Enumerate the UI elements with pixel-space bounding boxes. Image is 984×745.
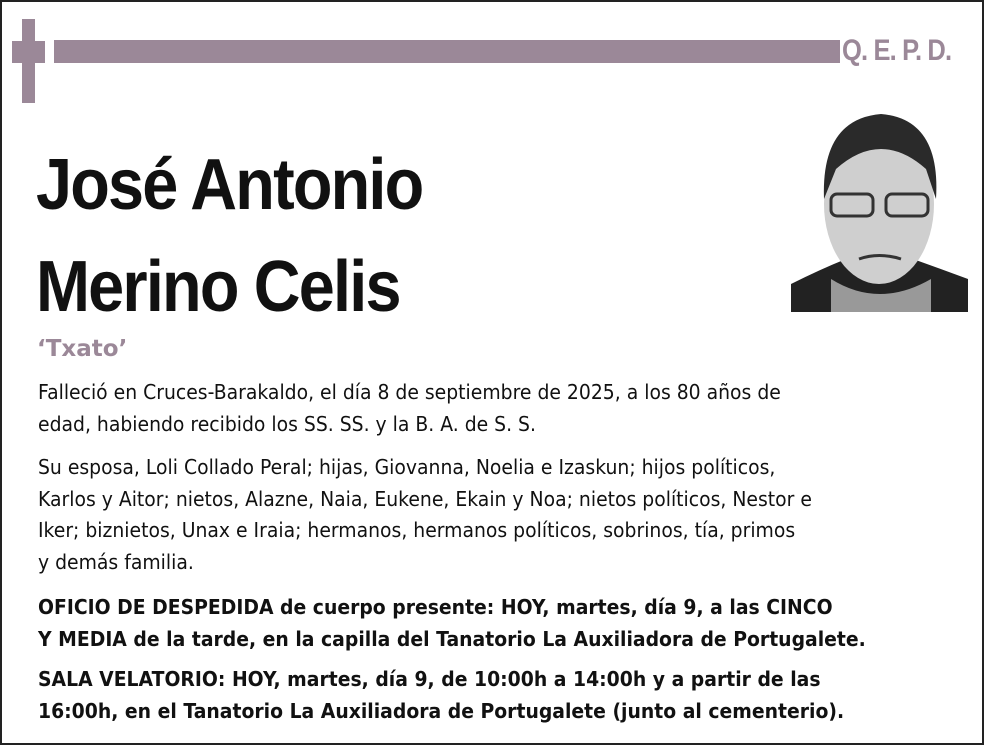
family-paragraph xyxy=(38,452,940,578)
text-line: Falleció en Cruces-Barakaldo, el día 8 de septiembre de 2025, a los 80 años de xyxy=(38,380,781,404)
text-line: 16:00h, en el Tanatorio La Auxiliadora de Portugalete (junto al cementerio). xyxy=(38,699,845,723)
name-line: Merino Celis xyxy=(36,247,400,327)
deceased-name xyxy=(36,134,422,338)
text-line: Su esposa, Loli Collado Peral; hijas, Giovanna, Noelia e Izaskun; hijos políticos, xyxy=(38,455,776,479)
cross-icon-arm xyxy=(12,41,45,63)
header-bar xyxy=(54,40,840,63)
text-line: Iker; biznietos, Unax e Iraia; hermanos, hermanos políticos, sobrinos, tía, primos xyxy=(38,518,796,542)
qepd-label: Q. E. P. D. xyxy=(842,34,952,67)
text-line: Y MEDIA de la tarde, en la capilla del Tanatorio La Auxiliadora de Portugalete. xyxy=(38,627,866,651)
wake-paragraph xyxy=(38,663,940,727)
funeral-paragraph xyxy=(38,591,940,655)
text-line: y demás familia. xyxy=(38,549,194,574)
portrait-photo xyxy=(791,109,968,312)
text-line: SALA VELATORIO: HOY, martes, día 9, de 10:00h a 14:00h y a partir de las xyxy=(38,667,821,691)
text-line: Karlos y Aitor; nietos, Alazne, Naia, Eukene, Ekain y Noa; nietos políticos, Nestor e xyxy=(38,486,812,511)
text-line: edad, habiendo recibido los SS. SS. y la B. A. de S. S. xyxy=(38,412,536,436)
death-paragraph xyxy=(38,376,940,440)
text-line: OFICIO DE DESPEDIDA de cuerpo presente: HOY, martes, día 9, a las CINCO xyxy=(38,595,833,619)
name-line: José Antonio xyxy=(36,145,423,225)
alias: ‘Txato’ xyxy=(37,336,128,362)
